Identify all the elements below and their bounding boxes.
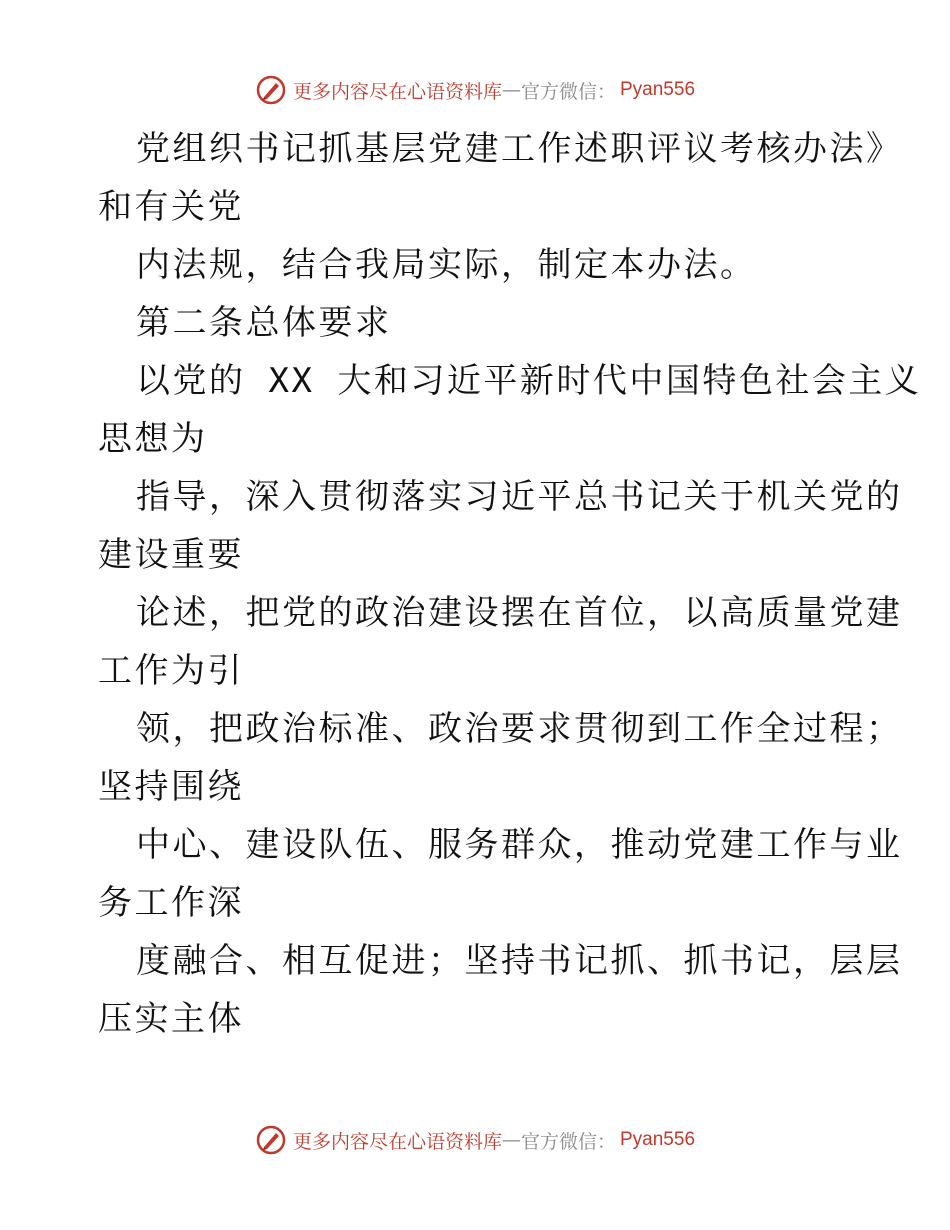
banner-separator: — bbox=[501, 1129, 521, 1151]
article-heading: 第二条总体要求 bbox=[136, 303, 392, 343]
text-line: 以党的 XX 大和习近平新时代中国特色社会主义 bbox=[136, 361, 922, 401]
banner-wechat-id: Pyan556 bbox=[620, 1129, 696, 1150]
banner-title: 更多内容尽在心语资料库 bbox=[292, 1130, 502, 1153]
footer-banner bbox=[0, 1120, 950, 1160]
banner-title: 更多内容尽在心语资料库 bbox=[292, 80, 502, 103]
text-line: 党组织书记抓基层党建工作述职评议考核办法》 bbox=[136, 129, 903, 169]
text-line: 务工作深 bbox=[98, 883, 244, 923]
text-line: 坚持围绕 bbox=[98, 767, 244, 807]
banner-wechat-id: Pyan556 bbox=[620, 79, 696, 100]
banner-wechat-label: 官方微信： bbox=[520, 80, 616, 103]
text-line: 建设重要 bbox=[98, 535, 244, 575]
banner-wechat-label: 官方微信： bbox=[520, 1130, 616, 1153]
text-line: 思想为 bbox=[98, 419, 208, 459]
text-line: 领，把政治标准、政治要求贯彻到工作全过程； bbox=[136, 709, 903, 749]
banner-separator: — bbox=[501, 79, 521, 101]
text-line: 和有关党 bbox=[98, 187, 244, 227]
text-line: 指导，深入贯彻落实习近平总书记关于机关党的 bbox=[136, 477, 903, 517]
text-line: 论述，把党的政治建设摆在首位，以高质量党建 bbox=[136, 593, 903, 633]
text-line: 中心、建设队伍、服务群众，推动党建工作与业 bbox=[136, 825, 903, 865]
text-line: 内法规，结合我局实际，制定本办法。 bbox=[136, 245, 757, 285]
text-line: 压实主体 bbox=[98, 999, 244, 1039]
text-line: 工作为引 bbox=[98, 651, 244, 691]
pen-logo-icon bbox=[255, 74, 287, 106]
header-banner bbox=[0, 70, 950, 110]
document-body bbox=[98, 120, 922, 1048]
text-line: 度融合、相互促进；坚持书记抓、抓书记，层层 bbox=[136, 941, 903, 981]
pen-logo-icon bbox=[255, 1124, 287, 1156]
